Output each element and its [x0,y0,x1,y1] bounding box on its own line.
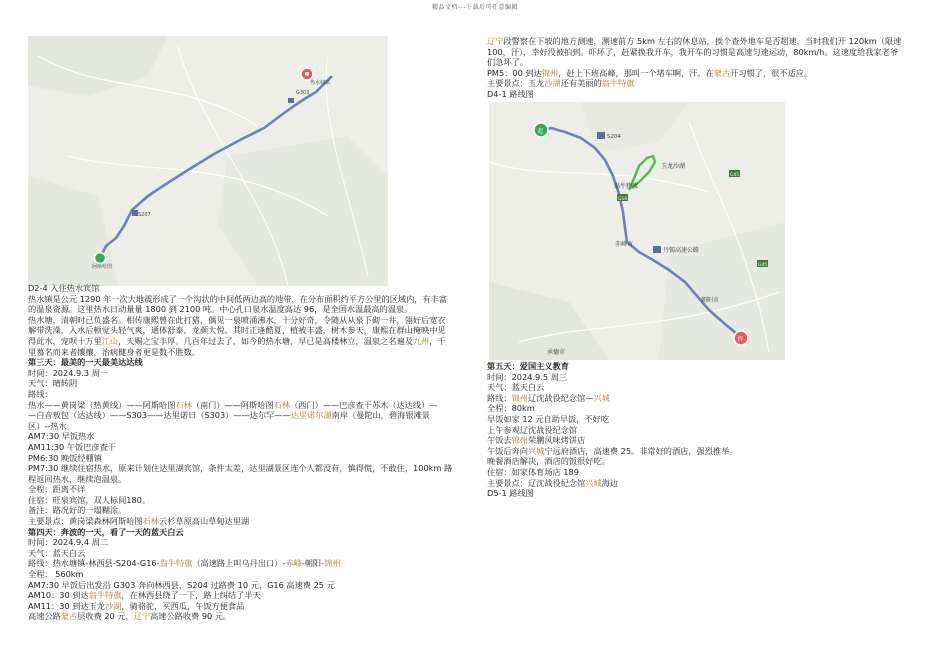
map2-town-label: 翁牛特旗 [614,183,639,190]
day3-pm630: PM6:30 晚饭经棚镇 [28,452,102,463]
day5-spots: 主要景点：辽沈战役纪念馆兴城海边 [487,477,619,488]
day4-time: 时间：2024.9.4 周二 [28,537,109,548]
right-column-top [487,36,924,100]
day4-weather: 天气：蓝天白云 [28,547,86,558]
map2-s204-label: S204 [607,134,621,140]
day4-toll: 高速公路蒙古层收费 20 元，辽宁高速公路收费 90 元。 [28,611,232,622]
day5-lunch: 午饭去锦州荣鹏风味烤饼店 [487,435,586,446]
day3-am1130: AM11:30 午饭巴彦查干 [28,441,116,452]
day3-title: 第三天：最美的一天最美达达线 [28,357,143,368]
day3-am730: AM7:30 早饭热水 [28,431,95,442]
day3-distance: 全程：距离不详 [28,484,86,495]
history-para-line-3: 得此水，宠呗十万里江山，天赐之宝丰厚。几百年过去了，如今的热水塘，早已是高楼林立，温泉之名遍及九州，千 [28,335,446,346]
day4-spots: 主要景点：玉龙沙湖还有美丽的翁牛特旗 [487,78,635,89]
route-map-d4-1 [489,102,785,360]
right-column-day5 [487,361,924,499]
day3-route-line-1: 热水——黄岗梁（热黄线）——阿斯哈图石林（南门）——阿斯哈图石林（西门）——巴彦查干苏木（达达线）— [28,399,438,410]
map1-start-label: 阿斯哈图 [92,264,113,270]
map2-g16-label: G16 [618,197,628,202]
day3-pm730-line-2: 程返回热水，继续泡温泉。 [28,473,127,484]
day3-pm730-line-1: PM7:30 继续住宿热水，原来计划住达里湖宾馆，条件太差，达里湖景区连个人都没有，慎得慌，不敢住，100km 路 [28,463,453,474]
day3-route-label: 路线： [28,388,53,399]
map2-end-marker: 终 [737,336,744,343]
history-para-line-2: 解带洗澡，入水后顿觉头轻气爽，通体舒泰，龙颜大悦。其时正逢酷夏，植被丰盛，树木参天，康熙在群山掩映中见 [28,325,446,336]
day4-am730: AM7:30 早饭后出发沿 G303 奔向林西县，S204 过路费 10 元，G16 高速费 25 元 [28,579,335,590]
day5-distance: 全程：80km [487,403,535,414]
hotspring-para-line-2: 的温泉资源。这里热水日动量量 1800 到 2100 吨。中心孔口泉水温度高达 96，是全国水温最高的温泉。 [28,304,413,315]
pm5-line: PM5：00 到达锦州，赶上下班高峰，那叫一个堵车啊，汗。在蒙古开习惯了，很不适应。 [487,67,813,78]
day3-time: 时间：2024.9.3 周一 [28,367,109,378]
map2-city1-label: 赤峰市 [615,241,634,248]
map1-dest-label: 热水塘镇 [310,80,331,86]
history-para-line-1: 热水塘，清朝时已负盛名。相传康熙曾在此打猎，偶见一泉喷涌沸水，十分好奇，令随从从泉下砌一井，翎好后宽衣 [28,314,446,325]
day4-am11: AM11：30 到达玉龙沙湖，骑骆驼，买西瓜，午饭方便食品 [28,600,245,611]
day5-title: 第五天：爱国主义教育 [487,361,569,371]
left-column [28,283,473,622]
map2-start-marker: 起 [537,128,544,135]
day3-lodging: 住宿：旺泉宾馆，双人标间180。 [28,494,151,505]
day3-spots: 主要景点：黄岗梁森林阿斯哈图石林云杉草原高山草甸达里湖 [28,516,250,527]
day4-am10: AM10：30 到达翁牛特旗，在林西县绕了一下，路上纠结了半天 [28,590,261,601]
day3-route-line-2: —白音敖包（达达线）——S303——达里诺日（S303）——达尔罕——达里诺尔湖南岸（曼陀山，碧海银滩景 [28,410,430,421]
map2-city3-label: 承德市 [547,349,566,356]
day3-route-line-3: 区）--热水 [28,420,67,431]
day5-afternoon: 午饭后奔向兴城宁远府酒店，高速费 25。非常好的酒店，强烈推举。 [487,445,738,456]
route-map-d2-4 [28,36,388,286]
day5-route: 路线：锦州辽沈战役纪念馆—兴城 [487,392,610,403]
map2-city2-label: 朝阳市 [701,297,720,304]
map2-lake-label: 玉龙沙湖 [661,163,686,170]
map2-g45-label-b: G45 [758,263,768,268]
hotspring-para-line-1: 热水镇是公元 1290 年一次大地震形成了一个沟状的中间低两边高的地带，在分布面积约平方公里的区域内，有丰富 [28,293,448,304]
day4-title: 第四天：奔波的一天，看了一天的蓝天白云 [28,526,184,537]
d5-1-caption: D5-1 路线图 [487,488,534,499]
speed-story-line-2: 100，汗），幸好没被拍到。吓坏了，赶紧换我开车，我开车的习惯是高速匀速运动，80km/h。这速度给我家老爷 [487,46,899,57]
map2-g45-label-a: G45 [730,173,740,178]
day5-time: 时间：2024.9.5 周三 [487,371,568,382]
d4-1-caption: D4-1 路线图 [487,88,534,99]
day3-weather: 天气：晴转阴 [28,378,78,389]
speed-story-line-3: 们急坏了。 [487,57,528,68]
history-para-line-4: 里慕名而来者攘攘，治病健身者更是数不胜数。 [28,346,200,357]
day4-distance: 全程： 560km [28,569,84,580]
day5-visit: 上午参观辽沈战役纪念馆 [487,424,578,435]
day4-route: 路线：热水塘镇-林西县-S204-G16-翁牛特旗（高速路上叫乌丹出口）-赤峰-朝阳-锦州 [28,558,341,569]
day3-note: 备注：路况好的一塌糊涂。 [28,505,127,516]
map1-road-label: G303 [296,90,310,96]
day5-weather: 天气：蓝天白云 [487,382,545,393]
map1-road2-label: S207 [138,212,151,218]
speed-story-line-1: 辽宁段警察在下坡的地方测速，测速前方 5km 左右的休息站，挨个查外地车是否超速，当时我们开 120km（限速 [487,36,902,46]
map2-highway-label: 丹锡高速公路 [663,247,700,254]
watermark: 精品文档---下载后可任意编辑 [432,4,518,11]
day5-dinner: 晚餐酒店解决，酒店的饭很好吃。 [487,456,610,467]
day5-breakfast: 早饭如家 12 元自助早饭，不好吃 [487,413,610,424]
d2-4-caption: D2-4 入住热水宾馆 [28,283,100,293]
day5-lodging: 住宿：如家体育场店 189 [487,466,579,477]
